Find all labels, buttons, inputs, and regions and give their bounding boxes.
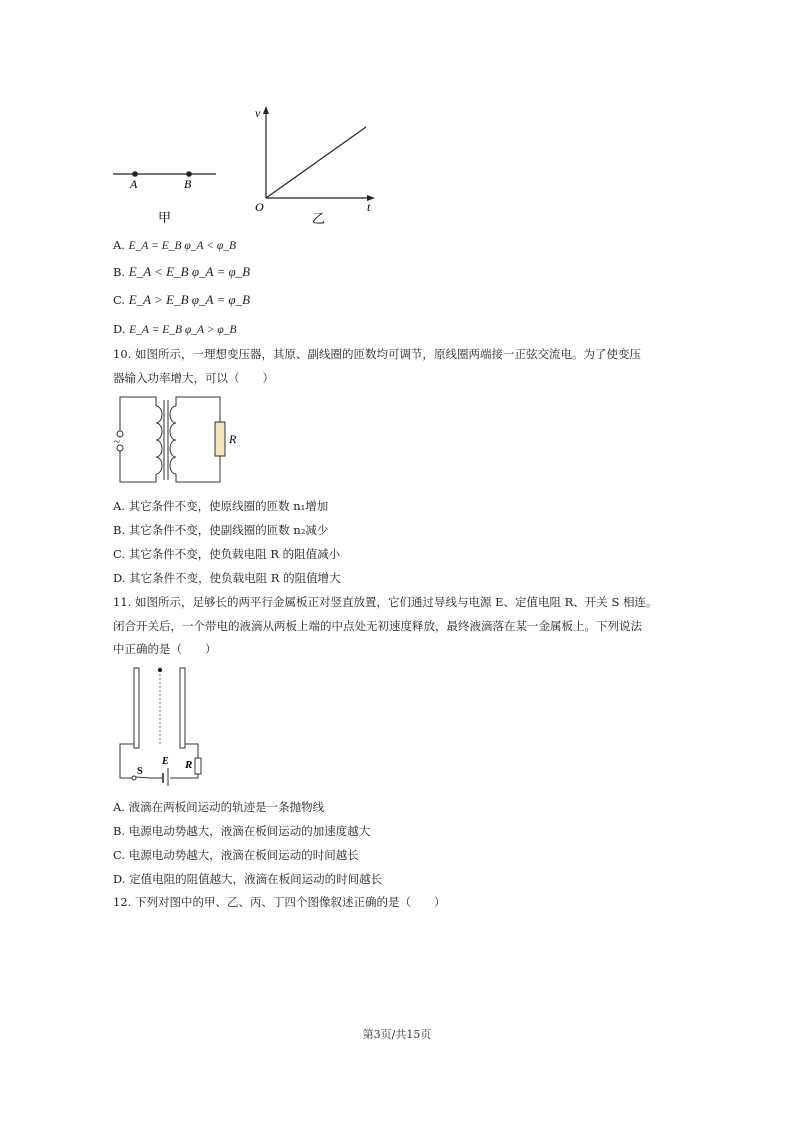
q10-option-d: D. 其它条件不变，使负载电阻 R 的阻值增大 (113, 571, 341, 585)
right-plate (180, 668, 185, 748)
q12-stem: 12. 下列对图中的甲、乙、丙、丁四个图像叙述正确的是（ ） (113, 895, 446, 909)
figure-jia (108, 160, 228, 230)
load-resistor (215, 422, 225, 456)
page-number: 第3页/共15页 (362, 1028, 432, 1041)
q9-option-c: C. E_A > E_B φ_A = φ_B (113, 292, 251, 307)
figure-yi-caption: 乙 (312, 211, 326, 226)
q9-option-b-text: E_A < E_B φ_A = φ_B (128, 264, 251, 279)
resistor-label: R (229, 432, 237, 446)
q10-stem-line2: 器输入功率增大，可以（ ） (113, 371, 274, 385)
resistor-label-r: R (185, 759, 193, 771)
y-axis-arrow-icon (263, 106, 269, 114)
q11-stem-line2: 闭合开关后，一个带电的液滴从两板上端的中点处无初速度释放，最终液滴落在某一金属板上。下列说法 (113, 619, 642, 633)
q11-stem-line1: 11. 如图所示，足够长的两平行金属板正对竖直放置，它们通过导线与电源 E、定值电阻 R、开关 S 相连。 (113, 595, 658, 609)
x-axis-label: t (367, 200, 371, 214)
q11-option-d: D. 定值电阻的阻值越大，液滴在板间运动的时间越长 (113, 872, 383, 886)
q9-option-d: D. E_A = E_B φ_A > φ_B (113, 322, 237, 336)
point-b-label: B (184, 177, 192, 191)
q9-option-b: B. E_A < E_B φ_A = φ_B (113, 264, 251, 279)
q9-option-d-text: E_A = E_B φ_A > φ_B (129, 324, 237, 336)
figure-jia-caption: 甲 (158, 210, 172, 225)
q11-option-a: A. 液滴在两板间运动的轨迹是一条抛物线 (113, 800, 325, 814)
v-t-line (266, 127, 366, 198)
droplet (158, 668, 162, 672)
switch-terminal (132, 776, 136, 780)
ac-source-symbol: ~ (114, 436, 120, 448)
q9-option-a: A. E_A = E_B φ_A < φ_B (113, 238, 236, 252)
source-label-e: E (162, 756, 169, 767)
figure-yi (250, 103, 380, 228)
q10-option-b: B. 其它条件不变，使副线圈的匝数 n₂减少 (113, 523, 329, 537)
y-axis-label: v (255, 106, 261, 120)
figure-transformer (112, 394, 242, 494)
q9-option-a-text: E_A = E_B φ_A < φ_B (128, 240, 236, 252)
primary-coil (156, 406, 162, 474)
origin-label: O (255, 200, 264, 214)
q10-option-a: A. 其它条件不变，使原线圈的匝数 n₁增加 (113, 499, 329, 513)
left-plate (134, 668, 139, 748)
switch-lever (136, 777, 150, 778)
q10-option-c: C. 其它条件不变，使负载电阻 R 的阻值减小 (113, 547, 341, 561)
q10-stem-line1: 10. 如图所示，一理想变压器，其原、副线圈的匝数均可调节，原线圈两端接一正弦交流电。为了使变压 (113, 347, 641, 361)
point-a-label: A (130, 177, 138, 191)
secondary-coil (170, 406, 176, 474)
point-b (186, 171, 192, 177)
point-a (132, 171, 138, 177)
q11-option-c: C. 电源电动势越大，液滴在板间运动的时间越长 (113, 848, 359, 862)
resistor (195, 758, 201, 774)
q11-option-b: B. 电源电动势越大，液滴在板间运动的加速度越大 (113, 824, 371, 838)
switch-label: S (137, 766, 143, 777)
figure-parallel-plates (112, 664, 212, 786)
q11-stem-line3: 中正确的是（ ） (113, 642, 217, 656)
q9-option-c-text: E_A > E_B φ_A = φ_B (128, 292, 251, 307)
